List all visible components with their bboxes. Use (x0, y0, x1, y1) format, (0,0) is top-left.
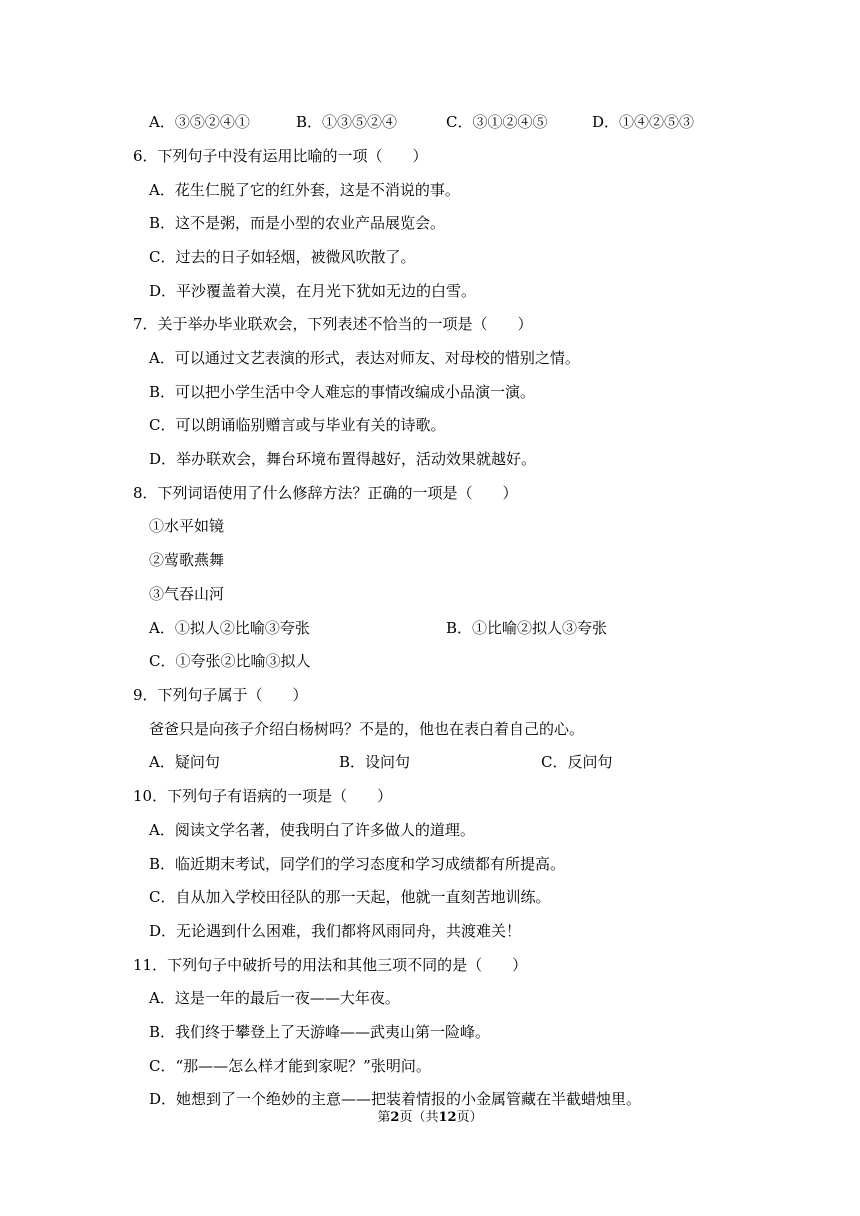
q10-stem: 10．下列句子有语病的一项是（ ） (133, 787, 393, 805)
q8-option-c: C．①夸张②比喻③拟人 (149, 652, 311, 670)
q5-option-c: C．③①②④⑤ (446, 113, 548, 131)
footer-prefix: 第 (377, 1110, 391, 1125)
footer-total-pages: 12 (438, 1110, 457, 1125)
q7-option-a: A．可以通过文艺表演的形式，表达对师友、对母校的惜别之情。 (149, 349, 580, 367)
q8-item-3: ③气吞山河 (149, 585, 225, 603)
q11-stem: 11．下列句子中破折号的用法和其他三项不同的是（ ） (133, 956, 528, 974)
footer-suffix: 页） (456, 1110, 483, 1125)
q11-option-d: D．她想到了一个绝妙的主意——把装着情报的小金属管藏在半截蜡烛里。 (149, 1090, 642, 1108)
q8-item-1: ①水平如镜 (149, 517, 225, 535)
q9-option-a: A．疑问句 (149, 753, 220, 771)
q10-option-a: A．阅读文学名著，使我明白了许多做人的道理。 (149, 821, 475, 839)
q5-option-d: D．①④②⑤③ (592, 113, 695, 131)
q7-option-c: C．可以朗诵临别赠言或与毕业有关的诗歌。 (149, 416, 446, 434)
q9-stem: 9．下列句子属于（ ） (133, 686, 308, 704)
page-footer (0, 1109, 860, 1127)
q8-stem: 8．下列词语使用了什么修辞方法？正确的一项是（ ） (133, 484, 518, 502)
q11-option-a: A．这是一年的最后一夜——大年夜。 (149, 989, 400, 1007)
q7-stem: 7．关于举办毕业联欢会，下列表述不恰当的一项是（ ） (133, 315, 533, 333)
q10-option-d: D．无论遇到什么困难，我们都将风雨同舟，共渡难关！ (149, 922, 522, 940)
q7-option-d: D．举办联欢会，舞台环境布置得越好，活动效果就越好。 (149, 450, 537, 468)
q8-option-a: A．①拟人②比喻③夸张 (149, 619, 310, 637)
q6-option-a: A．花生仁脱了它的红外套，这是不消说的事。 (149, 181, 460, 199)
footer-mid: 页（共 (399, 1110, 439, 1125)
q6-stem: 6．下列句子中没有运用比喻的一项（ ） (133, 147, 428, 165)
q6-option-d: D．平沙覆盖着大漠，在月光下犹如无边的白雪。 (149, 282, 477, 300)
footer-page-number: 2 (390, 1110, 400, 1125)
q11-option-b: B．我们终于攀登上了天游峰——武夷山第一险峰。 (149, 1023, 491, 1041)
q6-option-c: C．过去的日子如轻烟，被微风吹散了。 (149, 248, 416, 266)
q10-option-b: B．临近期末考试，同学们的学习态度和学习成绩都有所提高。 (149, 855, 566, 873)
q9-option-b: B．设问句 (339, 753, 411, 771)
q5-option-b: B．①③⑤②④ (296, 113, 398, 131)
q8-item-2: ②莺歌燕舞 (149, 551, 225, 569)
q11-option-c: C．“那——怎么样才能到家呢？”张明问。 (149, 1057, 431, 1075)
q5-option-a: A．③⑤②④① (149, 113, 250, 131)
q10-option-c: C．自从加入学校田径队的那一天起，他就一直刻苦地训练。 (149, 888, 551, 906)
q6-option-b: B．这不是粥，而是小型的农业产品展览会。 (149, 214, 446, 232)
q9-sentence: 爸爸只是向孩子介绍白杨树吗？不是的，他也在表白着自己的心。 (149, 720, 585, 738)
q7-option-b: B．可以把小学生活中令人难忘的事情改编成小品演一演。 (149, 383, 536, 401)
q8-option-b: B．①比喻②拟人③夸张 (446, 619, 608, 637)
q9-option-c: C．反问句 (541, 753, 613, 771)
